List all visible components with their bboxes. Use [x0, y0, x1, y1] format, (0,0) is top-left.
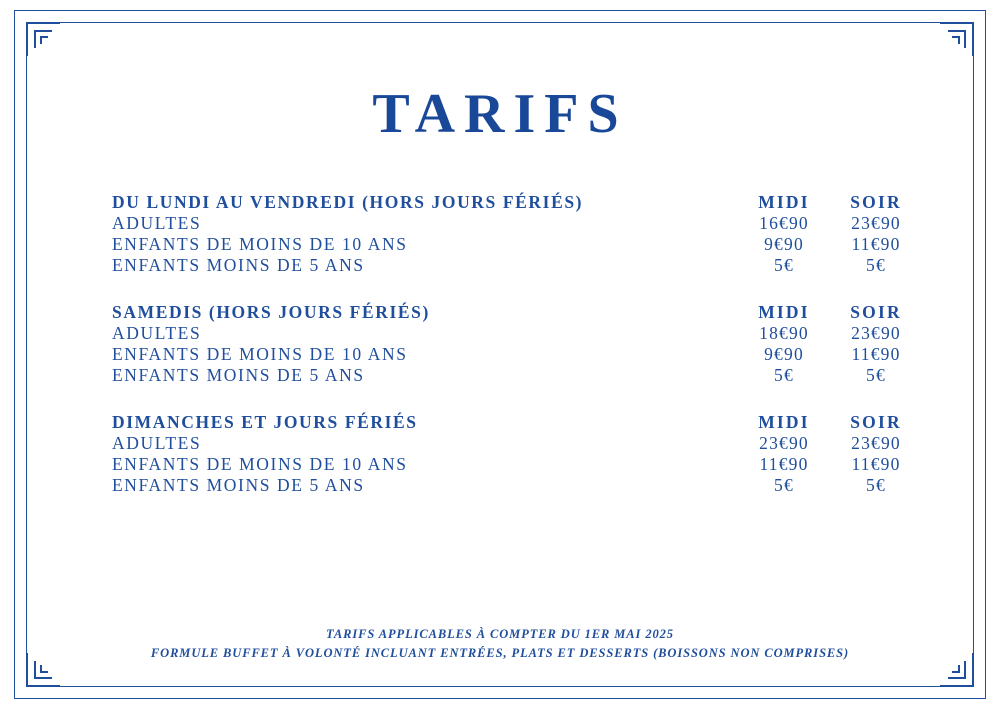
row-label: ADULTES	[112, 433, 202, 453]
row-price-soir: 23€90	[851, 323, 901, 343]
row-price-soir: 11€90	[851, 454, 901, 474]
row-label: ENFANTS MOINS DE 5 ANS	[112, 475, 365, 495]
corner-ornament-bottom-right-icon	[940, 653, 974, 687]
rates-table	[112, 192, 922, 496]
row-price-soir: 11€90	[851, 234, 901, 254]
row-label: ENFANTS MOINS DE 5 ANS	[112, 255, 365, 275]
section-heading: DU LUNDI AU VENDREDI (HORS JOURS FÉRIÉS)	[112, 192, 584, 212]
table-row	[112, 234, 922, 255]
column-header-soir: SOIR	[850, 192, 902, 212]
footer-line-1: TARIFS APPLICABLES À COMPTER DU 1ER MAI 2025	[326, 627, 674, 641]
column-header-midi: MIDI	[758, 302, 810, 322]
row-price-soir: 23€90	[851, 433, 901, 453]
row-price-soir: 11€90	[851, 344, 901, 364]
row-label: ADULTES	[112, 213, 202, 233]
table-row	[112, 454, 922, 475]
poster-content	[60, 40, 940, 669]
section-heading: SAMEDIS (HORS JOURS FÉRIÉS)	[112, 302, 430, 322]
table-row	[112, 255, 922, 276]
row-price-midi: 5€	[774, 365, 794, 385]
row-price-soir: 5€	[866, 255, 886, 275]
row-label: ENFANTS DE MOINS DE 10 ANS	[112, 234, 408, 254]
row-price-midi: 9€90	[764, 344, 804, 364]
row-price-midi: 5€	[774, 255, 794, 275]
section-spacer	[112, 386, 922, 412]
footer-line-2: FORMULE BUFFET À VOLONTÉ INCLUANT ENTRÉES, PLATS ET DESSERTS (BOISSONS NON COMPRISES)	[150, 646, 850, 660]
row-price-soir: 5€	[866, 475, 886, 495]
column-header-soir: SOIR	[850, 412, 902, 432]
row-label: ADULTES	[112, 323, 202, 343]
corner-ornament-top-right-icon	[940, 22, 974, 56]
table-row	[112, 365, 922, 386]
row-price-soir: 5€	[866, 365, 886, 385]
row-label: ENFANTS DE MOINS DE 10 ANS	[112, 454, 408, 474]
column-header-midi: MIDI	[758, 412, 810, 432]
row-label: ENFANTS DE MOINS DE 10 ANS	[112, 344, 408, 364]
section-header-row	[112, 412, 922, 433]
section-header-row	[112, 302, 922, 323]
table-row	[112, 213, 922, 234]
row-price-midi: 9€90	[764, 234, 804, 254]
page-title: TARIFS	[372, 83, 628, 145]
footer-notes	[60, 627, 940, 661]
column-header-midi: MIDI	[758, 192, 810, 212]
row-price-midi: 11€90	[759, 454, 809, 474]
row-label: ENFANTS MOINS DE 5 ANS	[112, 365, 365, 385]
table-row	[112, 344, 922, 365]
rates-tables	[60, 192, 940, 496]
row-price-midi: 23€90	[759, 433, 809, 453]
row-price-soir: 23€90	[851, 213, 901, 233]
table-row	[112, 323, 922, 344]
row-price-midi: 5€	[774, 475, 794, 495]
column-header-soir: SOIR	[850, 302, 902, 322]
corner-ornament-top-left-icon	[26, 22, 60, 56]
table-row	[112, 475, 922, 496]
row-price-midi: 18€90	[759, 323, 809, 343]
corner-ornament-bottom-left-icon	[26, 653, 60, 687]
section-header-row	[112, 192, 922, 213]
row-price-midi: 16€90	[759, 213, 809, 233]
table-row	[112, 433, 922, 454]
section-spacer	[112, 276, 922, 302]
section-heading: DIMANCHES ET JOURS FÉRIÉS	[112, 412, 418, 432]
